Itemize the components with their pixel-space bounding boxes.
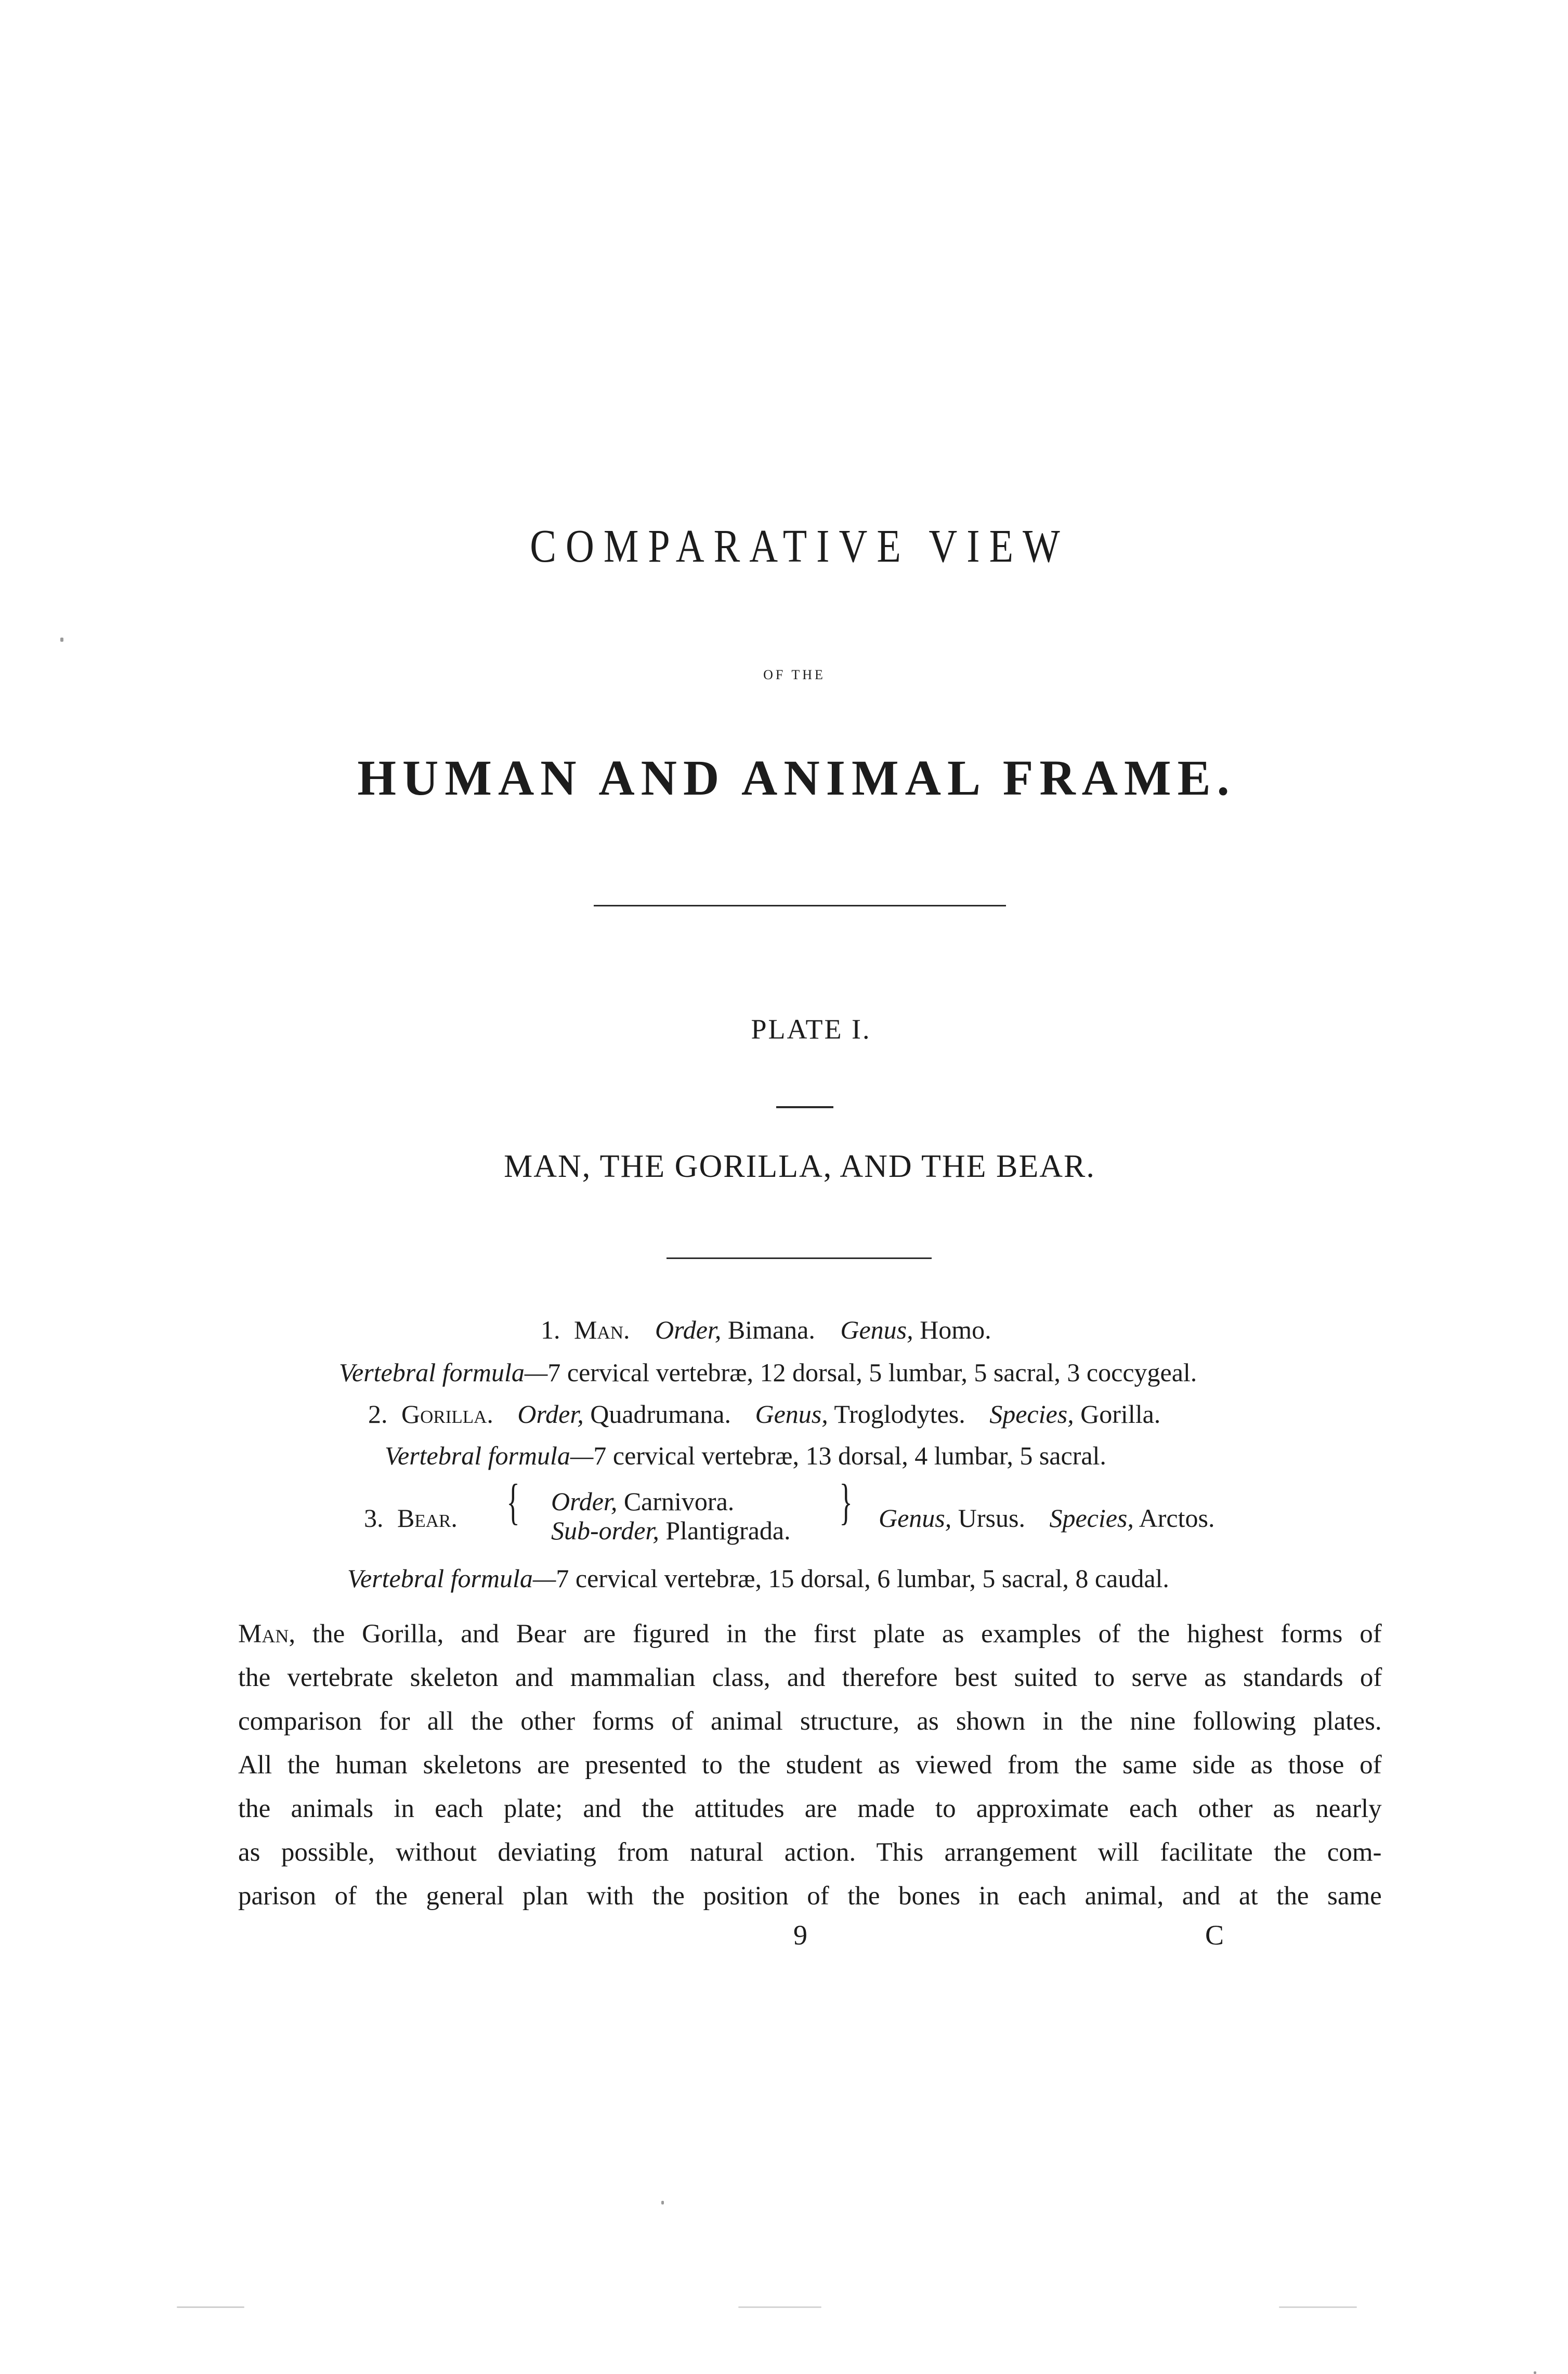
scan-streak xyxy=(177,2306,244,2308)
gorilla-formula xyxy=(385,1443,1106,1469)
gorilla-genus: Troglodytes. xyxy=(834,1399,965,1429)
gorilla-formula-label: Vertebral formula— xyxy=(385,1441,594,1470)
man-genus-label: Genus, xyxy=(840,1315,913,1344)
bear-suborder-line xyxy=(551,1517,791,1543)
scan-speck xyxy=(1534,2371,1536,2374)
of-the-label: OF THE xyxy=(763,667,826,682)
body-first-word: Man, xyxy=(238,1619,296,1649)
scan-speck xyxy=(661,2201,664,2204)
gorilla-genus-label: Genus, xyxy=(755,1399,828,1429)
classification-man xyxy=(541,1317,991,1343)
bear-name: Bear. xyxy=(397,1503,458,1533)
body-line-2: the vertebrate skeleton and mammalian class, and therefore best suited to serve as standards of xyxy=(238,1663,1382,1692)
bear-order-line xyxy=(551,1488,734,1514)
plate-label: PLATE I. xyxy=(751,1014,871,1045)
scan-streak xyxy=(1279,2306,1357,2308)
bear-genus-species xyxy=(879,1505,1214,1531)
page-number: 9 xyxy=(793,1919,807,1951)
title-divider xyxy=(594,905,1006,906)
bear-suborder: Plantigrada. xyxy=(665,1516,791,1545)
bear-formula-label: Vertebral formula— xyxy=(347,1564,556,1593)
man-number: 1. xyxy=(541,1315,560,1344)
subtitle-divider xyxy=(667,1257,932,1259)
body-line-3: comparison for all the other forms of animal structure, as shown in the nine following plates. xyxy=(238,1707,1382,1736)
right-brace: } xyxy=(839,1474,853,1529)
signature-mark: C xyxy=(1205,1919,1224,1951)
man-order-label: Order, xyxy=(655,1315,722,1344)
bear-formula xyxy=(347,1565,1169,1591)
title-line-1: COMPARATIVE VIEW xyxy=(530,521,1069,573)
gorilla-name: Gorilla. xyxy=(401,1399,493,1429)
body-line-4: All the human skeletons are presented to the student as viewed from the same side as those of xyxy=(238,1750,1382,1780)
bear-number: 3. xyxy=(364,1503,384,1533)
man-name: Man. xyxy=(574,1315,630,1344)
bear-formula-text: 7 cervical vertebræ, 15 dorsal, 6 lumbar, 5 sacral, 8 caudal. xyxy=(556,1564,1169,1593)
man-formula-text: 7 cervical vertebræ, 12 dorsal, 5 lumbar, 5 sacral, 3 coccygeal. xyxy=(547,1358,1197,1387)
bear-order-label: Order, xyxy=(551,1487,618,1516)
scan-speck xyxy=(60,638,63,642)
body-line-5: the animals in each plate; and the attitudes are made to approximate each other as nearly xyxy=(238,1794,1382,1823)
title-line-2: HUMAN AND ANIMAL FRAME. xyxy=(357,750,1236,806)
body-line-7: parison of the general plan with the position of the bones in each animal, and at the same xyxy=(238,1882,1382,1911)
bear-label xyxy=(364,1505,458,1531)
left-brace: { xyxy=(506,1474,520,1529)
gorilla-order: Quadrumana. xyxy=(590,1399,731,1429)
gorilla-formula-text: 7 cervical vertebræ, 13 dorsal, 4 lumbar, 5 sacral. xyxy=(593,1441,1106,1470)
bear-genus: Ursus. xyxy=(958,1503,1025,1533)
classification-gorilla xyxy=(368,1401,1160,1427)
body-line-6: as possible, without deviating from natural action. This arrangement will facilitate the com- xyxy=(238,1838,1382,1867)
bear-species-label: Species, xyxy=(1049,1503,1134,1533)
bear-species: Arctos. xyxy=(1139,1503,1215,1533)
body-line-1 xyxy=(238,1618,1382,1650)
man-genus: Homo. xyxy=(920,1315,991,1344)
bear-order: Carnivora. xyxy=(623,1487,735,1516)
gorilla-order-label: Order, xyxy=(517,1399,584,1429)
gorilla-species-label: Species, xyxy=(989,1399,1074,1429)
man-formula xyxy=(339,1359,1197,1385)
bear-genus-label: Genus, xyxy=(879,1503,952,1533)
scan-streak xyxy=(738,2306,821,2308)
plate-subtitle: MAN, THE GORILLA, AND THE BEAR. xyxy=(504,1149,1095,1184)
man-formula-label: Vertebral formula— xyxy=(339,1358,548,1387)
body-line-1-text: the Gorilla, and Bear are figured in the first plate as examples of the highest forms of xyxy=(295,1619,1382,1649)
man-order: Bimana. xyxy=(727,1315,815,1344)
plate-divider xyxy=(776,1106,833,1108)
bear-suborder-label: Sub-order, xyxy=(551,1516,659,1545)
gorilla-number: 2. xyxy=(368,1399,388,1429)
gorilla-species: Gorilla. xyxy=(1080,1399,1161,1429)
